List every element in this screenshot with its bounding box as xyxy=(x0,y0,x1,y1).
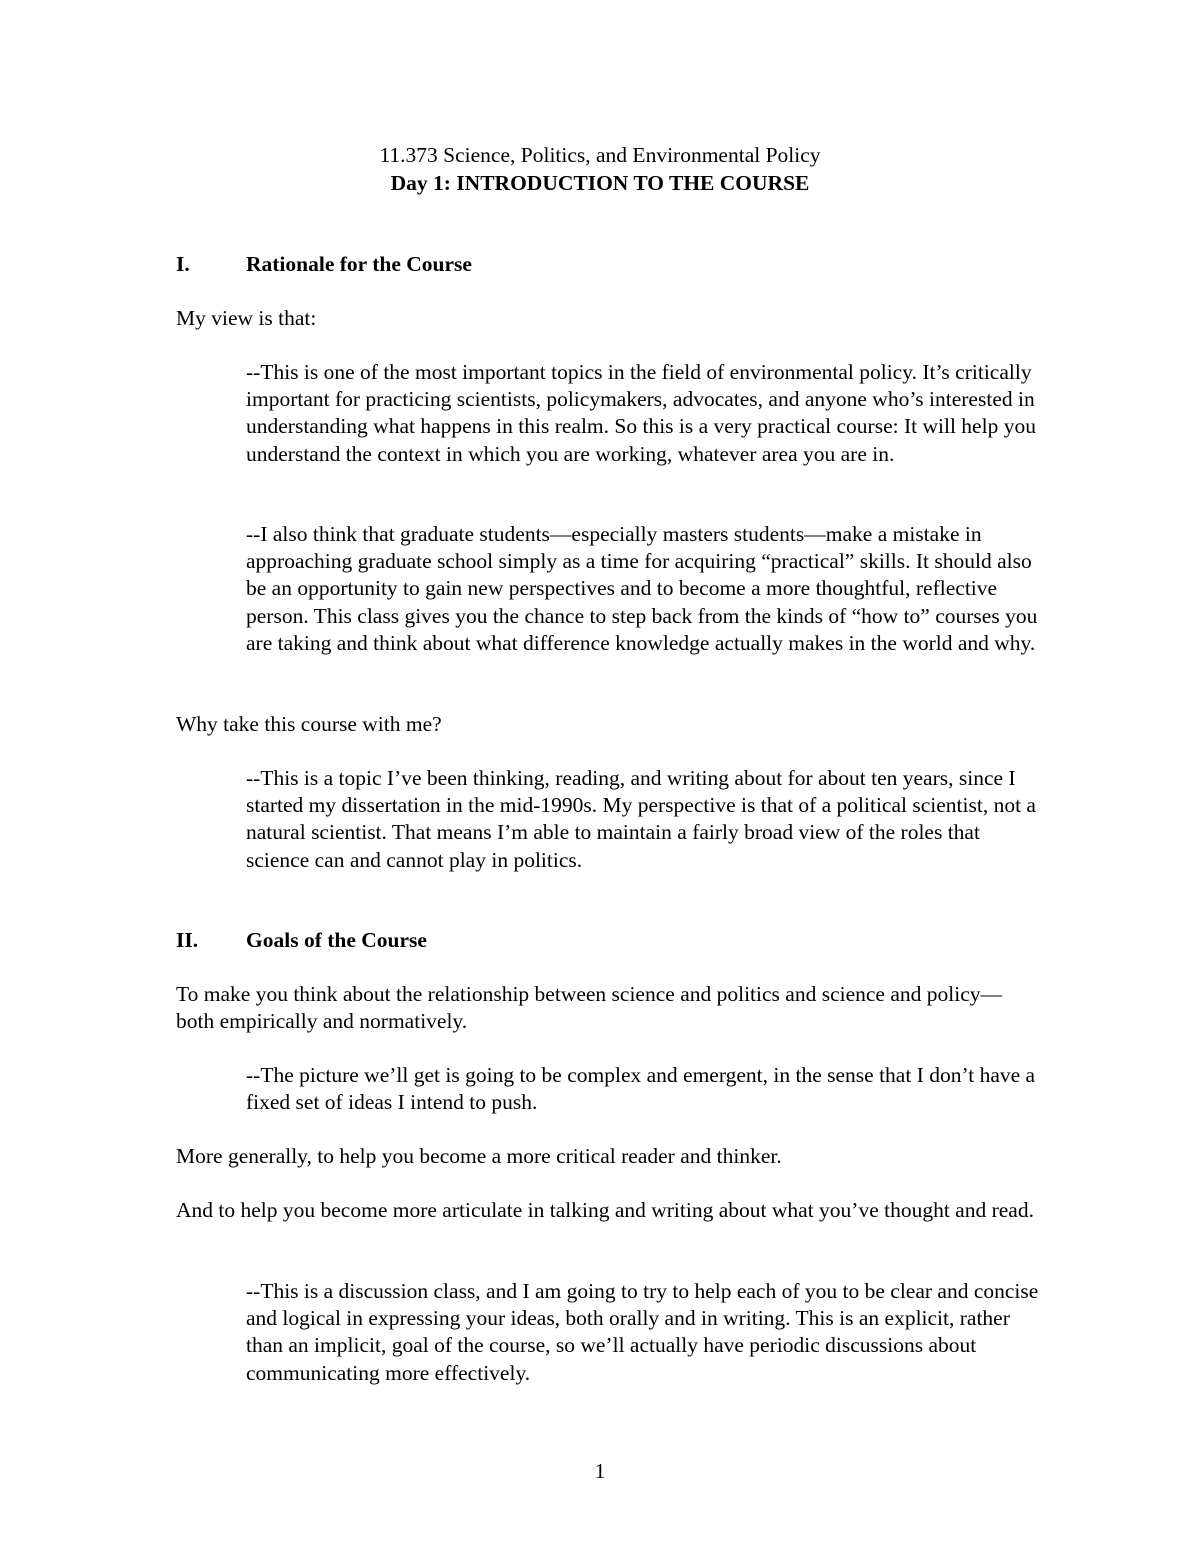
paragraph-why-question: Why take this course with me? xyxy=(176,712,442,736)
section-title: Goals of the Course xyxy=(246,928,427,952)
section-number: II. xyxy=(176,928,199,952)
paragraph-rationale-point-2: --I also think that graduate students—especially masters students—make a mistake in approaching graduate school simply as a time for acquiring “practical” skills. It should also be an opportunity to gain new perspectives and to become a more thoughtful, reflective person. This class gives you the chance to step back from the kinds of “how to” courses you are taking and think about what difference knowledge actually makes in the world and why. xyxy=(246,522,1038,655)
paragraph-view-intro: My view is that: xyxy=(176,306,317,330)
section-title: Rationale for the Course xyxy=(246,252,472,276)
day-title: Day 1: INTRODUCTION TO THE COURSE xyxy=(390,171,810,195)
course-title: 11.373 Science, Politics, and Environmental Policy xyxy=(379,143,821,167)
paragraph-goal-1: To make you think about the relationship between science and politics and science and policy—both empirically and normatively. xyxy=(176,982,1002,1034)
paragraph-rationale-point-1: --This is one of the most important topics in the field of environmental policy. It’s critically important for practicing scientists, policymakers, advocates, and anyone who’s interested in understanding what happens in this realm. So this is a very practical course: It will help you understand the context in which you are working, whatever area you are in. xyxy=(246,360,1036,466)
section-heading-goals xyxy=(176,927,427,953)
section-heading-rationale xyxy=(176,251,472,277)
paragraph-rationale-point-3: --This is a topic I’ve been thinking, reading, and writing about for about ten years, since I started my dissertation in the mid-1990s. My perspective is that of a political scientist, not a natural scientist. That means I’m able to maintain a fairly broad view of the roles that science can and cannot play in politics. xyxy=(246,766,1036,872)
paragraph-goal-point-1: --The picture we’ll get is going to be complex and emergent, in the sense that I don’t have a fixed set of ideas I intend to push. xyxy=(246,1063,1036,1115)
paragraph-goal-3: And to help you become more articulate in talking and writing about what you’ve thought and read. xyxy=(176,1198,1034,1222)
page-number: 1 xyxy=(594,1459,606,1483)
paragraph-goal-point-2: --This is a discussion class, and I am going to try to help each of you to be clear and concise and logical in expressing your ideas, both orally and in writing. This is an explicit, rather than an implicit, goal of the course, so we’ll actually have periodic discussions about communicating more effectively. xyxy=(246,1279,1039,1385)
section-number: I. xyxy=(176,252,190,276)
paragraph-goal-2: More generally, to help you become a more critical reader and thinker. xyxy=(176,1144,782,1168)
